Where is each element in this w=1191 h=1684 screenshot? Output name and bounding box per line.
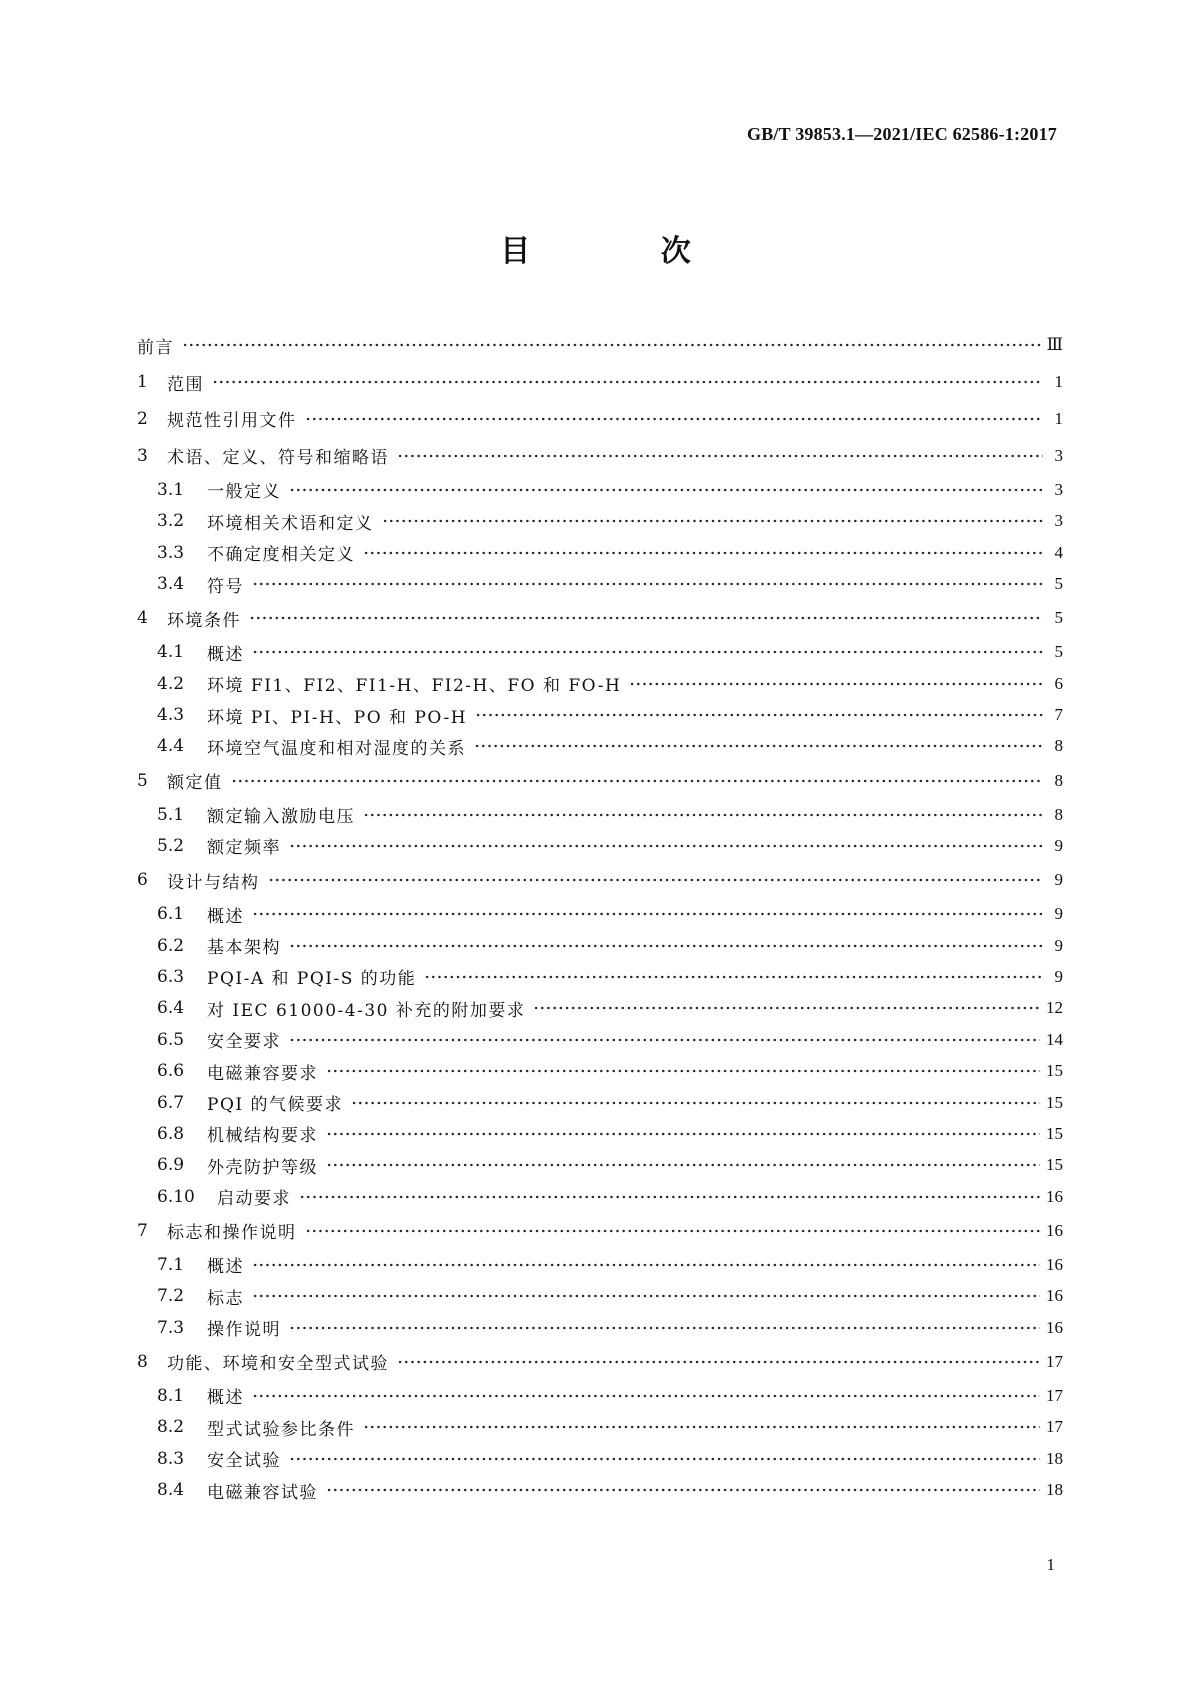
toc-entry-number: 7.2 <box>157 1286 185 1307</box>
toc-entry[interactable] <box>137 1249 1063 1280</box>
toc-entry[interactable] <box>137 537 1063 568</box>
toc-entry-title: 规范性引用文件 <box>167 411 297 432</box>
toc-entry[interactable] <box>137 1087 1063 1118</box>
toc-leader-dots <box>289 1325 1040 1331</box>
toc-leader-dots <box>326 1162 1040 1168</box>
toc-entry-number: 6.2 <box>157 935 185 956</box>
toc-entry-number: 6 <box>137 870 148 891</box>
toc-entry[interactable] <box>137 401 1063 438</box>
toc-entry[interactable] <box>137 1181 1063 1212</box>
toc-entry-number: 6.9 <box>157 1155 185 1176</box>
toc-entry-page: 9 <box>1054 966 1063 986</box>
toc-entry[interactable] <box>137 1343 1063 1380</box>
toc-entry[interactable] <box>137 1118 1063 1149</box>
toc-entry-title: 对 IEC 61000-4-30 补充的附加要求 <box>207 1000 526 1021</box>
toc-entry-page: 14 <box>1046 1029 1063 1049</box>
toc-entry-number: 7.3 <box>157 1317 185 1338</box>
toc-entry-page: 15 <box>1046 1092 1063 1112</box>
toc-entry-title: 设计与结构 <box>167 872 260 893</box>
toc-entry-number: 5 <box>137 770 148 791</box>
toc-leader-dots <box>182 342 1041 348</box>
toc-entry-page: 16 <box>1046 1317 1063 1337</box>
toc-entry-page: 16 <box>1046 1186 1063 1206</box>
toc-leader-dots <box>474 743 1043 749</box>
toc-entry[interactable] <box>137 1281 1063 1312</box>
toc-leader-dots <box>289 487 1043 493</box>
toc-entry-title: 概述 <box>207 1388 244 1409</box>
toc-leader-dots <box>249 615 1043 621</box>
toc-leader-dots <box>629 681 1043 687</box>
toc-leader-dots <box>363 812 1043 818</box>
toc-leader-dots <box>289 943 1043 949</box>
toc-entry-number: 6.6 <box>157 1061 185 1082</box>
toc-entry[interactable] <box>137 862 1063 899</box>
toc-entry-number: 5.2 <box>157 835 185 856</box>
toc-entry[interactable] <box>137 1312 1063 1343</box>
toc-entry-number: 4.3 <box>157 705 185 726</box>
toc-leader-dots <box>252 911 1043 917</box>
toc-entry[interactable] <box>137 474 1063 505</box>
toc-entry-title: 前言 <box>137 337 174 358</box>
toc-entry-number: 8.4 <box>157 1480 185 1501</box>
toc-leader-dots <box>289 1037 1040 1043</box>
toc-leader-dots <box>231 778 1044 784</box>
toc-entry[interactable] <box>137 327 1063 364</box>
toc-entry[interactable] <box>137 1412 1063 1443</box>
toc-entry-number: 8.1 <box>157 1385 185 1406</box>
toc-leader-dots <box>212 379 1043 385</box>
toc-entry-page: 16 <box>1046 1254 1063 1274</box>
toc-entry-number: 5.1 <box>157 804 185 825</box>
toc-leader-dots <box>363 550 1043 556</box>
toc-entry-number: 4.4 <box>157 736 185 757</box>
toc-entry-page: 16 <box>1046 1286 1063 1306</box>
toc-entry-page: 18 <box>1046 1448 1063 1468</box>
toc-entry-title: 电磁兼容试验 <box>207 1482 318 1503</box>
toc-entry-page: 4 <box>1054 542 1063 562</box>
toc-leader-dots <box>397 453 1043 459</box>
toc-entry-page: 9 <box>1054 904 1063 924</box>
toc-leader-dots <box>363 1424 1040 1430</box>
toc-entry-page: 12 <box>1046 998 1063 1018</box>
toc-entry[interactable] <box>137 961 1063 992</box>
toc-entry-page: 5 <box>1054 642 1063 662</box>
toc-entry-title: 环境 PI、PI-H、PO 和 PO-H <box>207 707 468 728</box>
toc-leader-dots <box>252 649 1043 655</box>
toc-leader-dots <box>424 974 1043 980</box>
toc-entry-title: 环境空气温度和相对湿度的关系 <box>207 738 466 759</box>
toc-entry-title: 术语、定义、符号和缩略语 <box>167 448 389 469</box>
toc-entry-title: 基本架构 <box>207 938 281 959</box>
toc-entry-title: 启动要求 <box>217 1189 291 1210</box>
toc-entry-title: 概述 <box>207 1257 244 1278</box>
toc-entry-number: 4 <box>137 608 148 629</box>
toc-entry[interactable] <box>137 731 1063 762</box>
toc-entry-page: 5 <box>1054 608 1063 628</box>
toc-entry[interactable] <box>137 364 1063 401</box>
toc-entry-page: 9 <box>1054 870 1063 890</box>
toc-entry-title: PQI-A 和 PQI-S 的功能 <box>207 969 417 990</box>
toc-leader-dots <box>397 1359 1040 1365</box>
toc-entry-title: 功能、环境和安全型式试验 <box>167 1354 389 1375</box>
toc-entry-title: 标志和操作说明 <box>167 1223 297 1244</box>
toc-leader-dots <box>252 1293 1040 1299</box>
toc-entry-number: 4.1 <box>157 642 185 663</box>
toc-entry-page: 3 <box>1054 479 1063 499</box>
toc-entry[interactable] <box>137 668 1063 699</box>
toc-entry[interactable] <box>137 1055 1063 1086</box>
toc-entry-title: 额定值 <box>167 773 223 793</box>
toc-entry-title: 环境相关术语和定义 <box>207 513 374 534</box>
toc-entry-number: 4.2 <box>157 673 185 694</box>
toc-entry-title: 型式试验参比条件 <box>207 1419 355 1440</box>
toc-entry-page: 17 <box>1046 1385 1063 1405</box>
toc-entry-title: 范围 <box>167 374 204 395</box>
toc-entry-title: 额定输入激励电压 <box>207 807 355 828</box>
toc-entry-title: 机械结构要求 <box>207 1126 318 1147</box>
toc-entry-number: 3.2 <box>157 511 185 532</box>
toc-entry[interactable] <box>137 437 1063 474</box>
toc-entry-page: 17 <box>1046 1417 1063 1437</box>
toc-entry-number: 1 <box>137 372 148 393</box>
toc-entry-number: 6.10 <box>157 1186 195 1207</box>
toc-entry-number: 3.3 <box>157 542 185 563</box>
toc-entry-number: 7.1 <box>157 1254 185 1275</box>
toc-entry-page: 3 <box>1054 445 1063 465</box>
toc-entry[interactable] <box>137 898 1063 929</box>
toc-entry-page: 1 <box>1054 372 1063 392</box>
toc-entry-number: 6.1 <box>157 904 185 925</box>
toc-entry[interactable] <box>137 1380 1063 1411</box>
page-title: 目 次 <box>500 234 751 269</box>
toc-entry-number: 8.2 <box>157 1417 185 1438</box>
toc-entry[interactable] <box>137 1024 1063 1055</box>
toc-leader-dots <box>268 877 1044 883</box>
toc-entry[interactable] <box>137 699 1063 730</box>
toc-entry-page: 3 <box>1054 511 1063 531</box>
toc-entry-number: 3.4 <box>157 574 185 595</box>
toc-entry[interactable] <box>137 506 1063 537</box>
toc-entry-title: 一般定义 <box>207 482 281 503</box>
toc-entry[interactable] <box>137 1443 1063 1474</box>
toc-leader-dots <box>351 1100 1040 1106</box>
toc-leader-dots <box>533 1005 1040 1011</box>
toc-entry-number: 6.3 <box>157 966 185 987</box>
toc-entry[interactable] <box>137 799 1063 830</box>
toc-entry-number: 8.3 <box>157 1448 185 1469</box>
toc-entry[interactable] <box>137 762 1063 799</box>
toc-entry-page: 9 <box>1054 935 1063 955</box>
toc-entry-number: 6.8 <box>157 1123 185 1144</box>
toc-entry-title: 环境 FI1、FI2、FI1-H、FI2-H、FO 和 FO-H <box>207 676 622 697</box>
toc-entry-title: 符号 <box>207 576 244 597</box>
toc-entry-number: 8 <box>137 1351 148 1372</box>
toc-entry[interactable] <box>137 930 1063 961</box>
toc-entry-number: 3.1 <box>157 479 185 500</box>
table-of-contents <box>137 327 1063 1506</box>
toc-entry[interactable] <box>137 600 1063 637</box>
toc-entry-page: 15 <box>1046 1061 1063 1081</box>
toc-entry-page: 5 <box>1054 574 1063 594</box>
toc-entry-number: 6.5 <box>157 1029 185 1050</box>
toc-entry-page: 16 <box>1046 1220 1063 1240</box>
toc-entry-title: 不确定度相关定义 <box>207 545 355 566</box>
toc-entry-title: 概述 <box>207 644 244 665</box>
toc-entry-title: 安全要求 <box>207 1032 281 1053</box>
toc-entry[interactable] <box>137 1150 1063 1181</box>
toc-entry-page: 1 <box>1054 408 1063 428</box>
toc-entry-title: 外壳防护等级 <box>207 1157 318 1178</box>
toc-entry[interactable] <box>137 1212 1063 1249</box>
toc-leader-dots <box>289 1456 1040 1462</box>
toc-leader-dots <box>326 1068 1040 1074</box>
toc-entry-title: 操作说明 <box>207 1320 281 1341</box>
toc-entry-number: 6.7 <box>157 1092 185 1113</box>
standard-code: GB/T 39853.1—2021/IEC 62586-1:2017 <box>747 124 1057 144</box>
toc-leader-dots <box>305 1228 1041 1234</box>
toc-entry[interactable] <box>137 830 1063 861</box>
toc-entry[interactable] <box>137 993 1063 1024</box>
toc-leader-dots <box>382 518 1044 524</box>
toc-entry[interactable] <box>137 637 1063 668</box>
toc-entry-page: 8 <box>1054 804 1063 824</box>
page-number: 1 <box>1046 1555 1055 1574</box>
toc-entry[interactable] <box>137 1474 1063 1505</box>
toc-entry-number: 6.4 <box>157 998 185 1019</box>
toc-leader-dots <box>299 1194 1040 1200</box>
toc-entry-number: 2 <box>137 408 148 429</box>
toc-entry-title: 安全试验 <box>207 1451 281 1472</box>
toc-entry-page: 17 <box>1046 1351 1063 1371</box>
toc-entry-number: 7 <box>137 1220 148 1241</box>
toc-leader-dots <box>252 1393 1040 1399</box>
toc-entry-page: 7 <box>1054 705 1063 725</box>
toc-entry-title: 电磁兼容要求 <box>207 1063 318 1084</box>
toc-leader-dots <box>289 843 1043 849</box>
toc-entry-title: 环境条件 <box>167 610 241 631</box>
toc-entry-number: 3 <box>137 445 148 466</box>
toc-entry-page: 15 <box>1046 1123 1063 1143</box>
toc-entry-page: 9 <box>1054 835 1063 855</box>
toc-leader-dots <box>252 581 1043 587</box>
toc-leader-dots <box>305 416 1044 422</box>
toc-entry-title: 标志 <box>207 1288 244 1309</box>
toc-leader-dots <box>326 1487 1040 1493</box>
toc-entry-title: 概述 <box>207 906 244 927</box>
toc-leader-dots <box>326 1131 1040 1137</box>
toc-entry-title: 额定频率 <box>207 838 281 859</box>
toc-leader-dots <box>252 1262 1040 1268</box>
toc-entry-title: PQI 的气候要求 <box>207 1095 343 1116</box>
toc-entry-page: 8 <box>1054 736 1063 756</box>
toc-leader-dots <box>475 712 1043 718</box>
toc-entry-page: 15 <box>1046 1155 1063 1175</box>
toc-entry-page: 8 <box>1054 770 1063 790</box>
toc-entry-page: Ⅲ <box>1046 335 1063 355</box>
toc-entry-page: 18 <box>1046 1480 1063 1500</box>
toc-entry-page: 6 <box>1054 673 1063 693</box>
toc-entry[interactable] <box>137 568 1063 599</box>
